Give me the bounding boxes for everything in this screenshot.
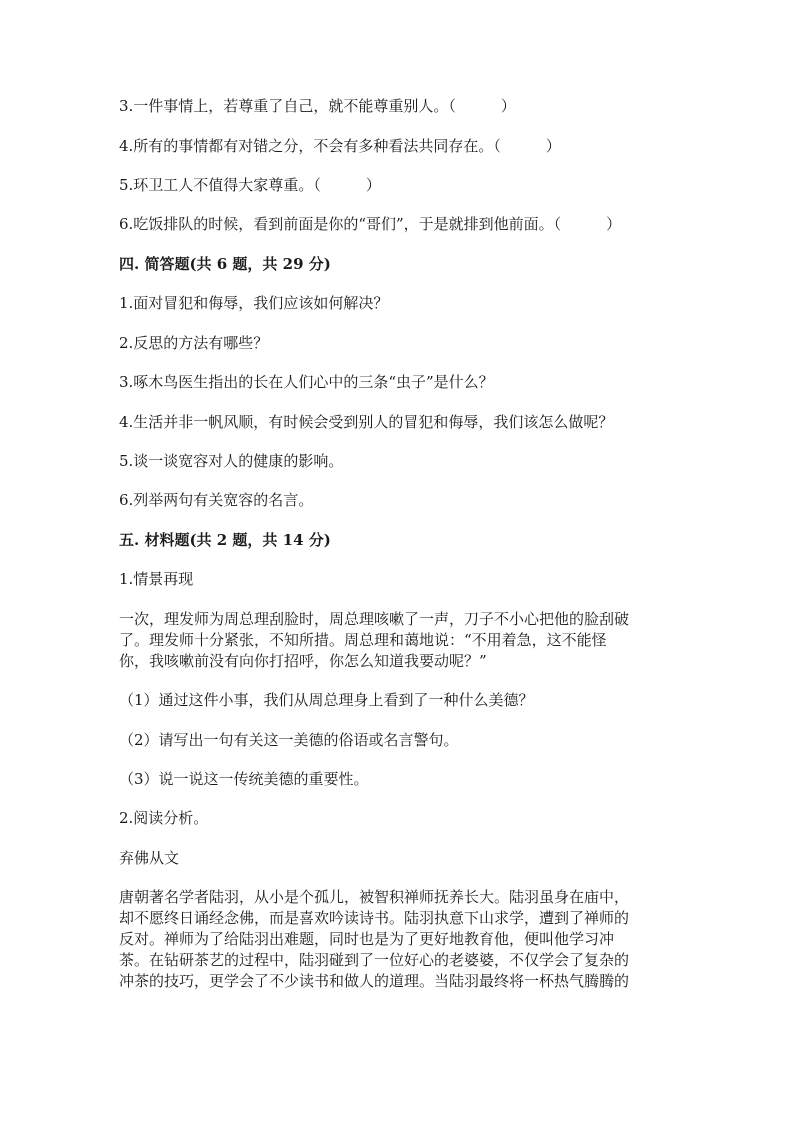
short-answer-2: 2.反思的方法有哪些？ xyxy=(119,334,269,352)
passage-line: 唐朝著名学者陆羽，从小是个孤儿，被智积禅师抚养长大。陆羽虽身在庙中， xyxy=(119,888,630,906)
passage-line: 却不愿终日诵经念佛，而是喜欢吟读诗书。陆羽执意下山求学，遭到了禅师的 xyxy=(119,909,630,927)
material-q1-title: 1.情景再现 xyxy=(119,570,194,588)
passage-line: 你，我咳嗽前没有向你打招呼，你怎么知道我要动呢？” xyxy=(119,652,487,670)
passage-line: 反对。禅师为了给陆羽出难题，同时也是为了更好地教育他，便叫他学习冲 xyxy=(119,930,615,948)
section5-heading: 五. 材料题(共 2 题，共 14 分) xyxy=(119,531,331,549)
material-q2-title: 2.阅读分析。 xyxy=(119,809,209,827)
passage-line: 冲茶的技巧，更学会了不少读书和做人的道理。当陆羽最终将一杯热气腾腾的 xyxy=(119,972,630,990)
short-answer-1: 1.面对冒犯和侮辱，我们应该如何解决？ xyxy=(119,294,389,312)
passage-line: 了。理发师十分紧张，不知所措。周总理和蔼地说：“不用着急，这不能怪 xyxy=(119,631,607,649)
section4-heading: 四. 简答题(共 6 题，共 29 分) xyxy=(119,255,331,273)
passage-line: 一次，理发师为周总理刮脸时，周总理咳嗽了一声，刀子不小心把他的脸刮破 xyxy=(119,610,630,628)
material-q1-sub-2: （2）请写出一句有关这一美德的俗语或名言警句。 xyxy=(119,731,459,749)
material-q2-subtitle: 弃佛从文 xyxy=(119,849,180,867)
short-answer-6: 6.列举两句有关宽容的名言。 xyxy=(119,491,314,509)
material-q2-passage xyxy=(119,887,679,992)
material-q1-sub-3: （3）说一说这一传统美德的重要性。 xyxy=(119,770,369,788)
material-q1-sub-1: （1）通过这件小事，我们从周总理身上看到了一种什么美德？ xyxy=(119,691,534,709)
tf-item-6: 6.吃饭排队的时候，看到前面是你的“哥们”，于是就排到他前面。（ ） xyxy=(119,215,622,233)
tf-item-5: 5.环卫工人不值得大家尊重。（ ） xyxy=(119,176,381,194)
tf-item-3: 3.一件事情上，若尊重了自己，就不能尊重别人。（ ） xyxy=(119,97,516,115)
tf-item-4: 4.所有的事情都有对错之分，不会有多种看法共同存在。（ ） xyxy=(119,137,561,155)
short-answer-4: 4.生活并非一帆风顺，有时候会受到别人的冒犯和侮辱，我们该怎么做呢？ xyxy=(119,413,614,431)
short-answer-3: 3.啄木鸟医生指出的长在人们心中的三条“虫子”是什么？ xyxy=(119,373,494,391)
passage-line: 茶。在钻研茶艺的过程中，陆羽碰到了一位好心的老婆婆，不仅学会了复杂的 xyxy=(119,951,630,969)
material-q1-passage xyxy=(119,609,679,672)
short-answer-5: 5.谈一谈宽容对人的健康的影响。 xyxy=(119,452,344,470)
